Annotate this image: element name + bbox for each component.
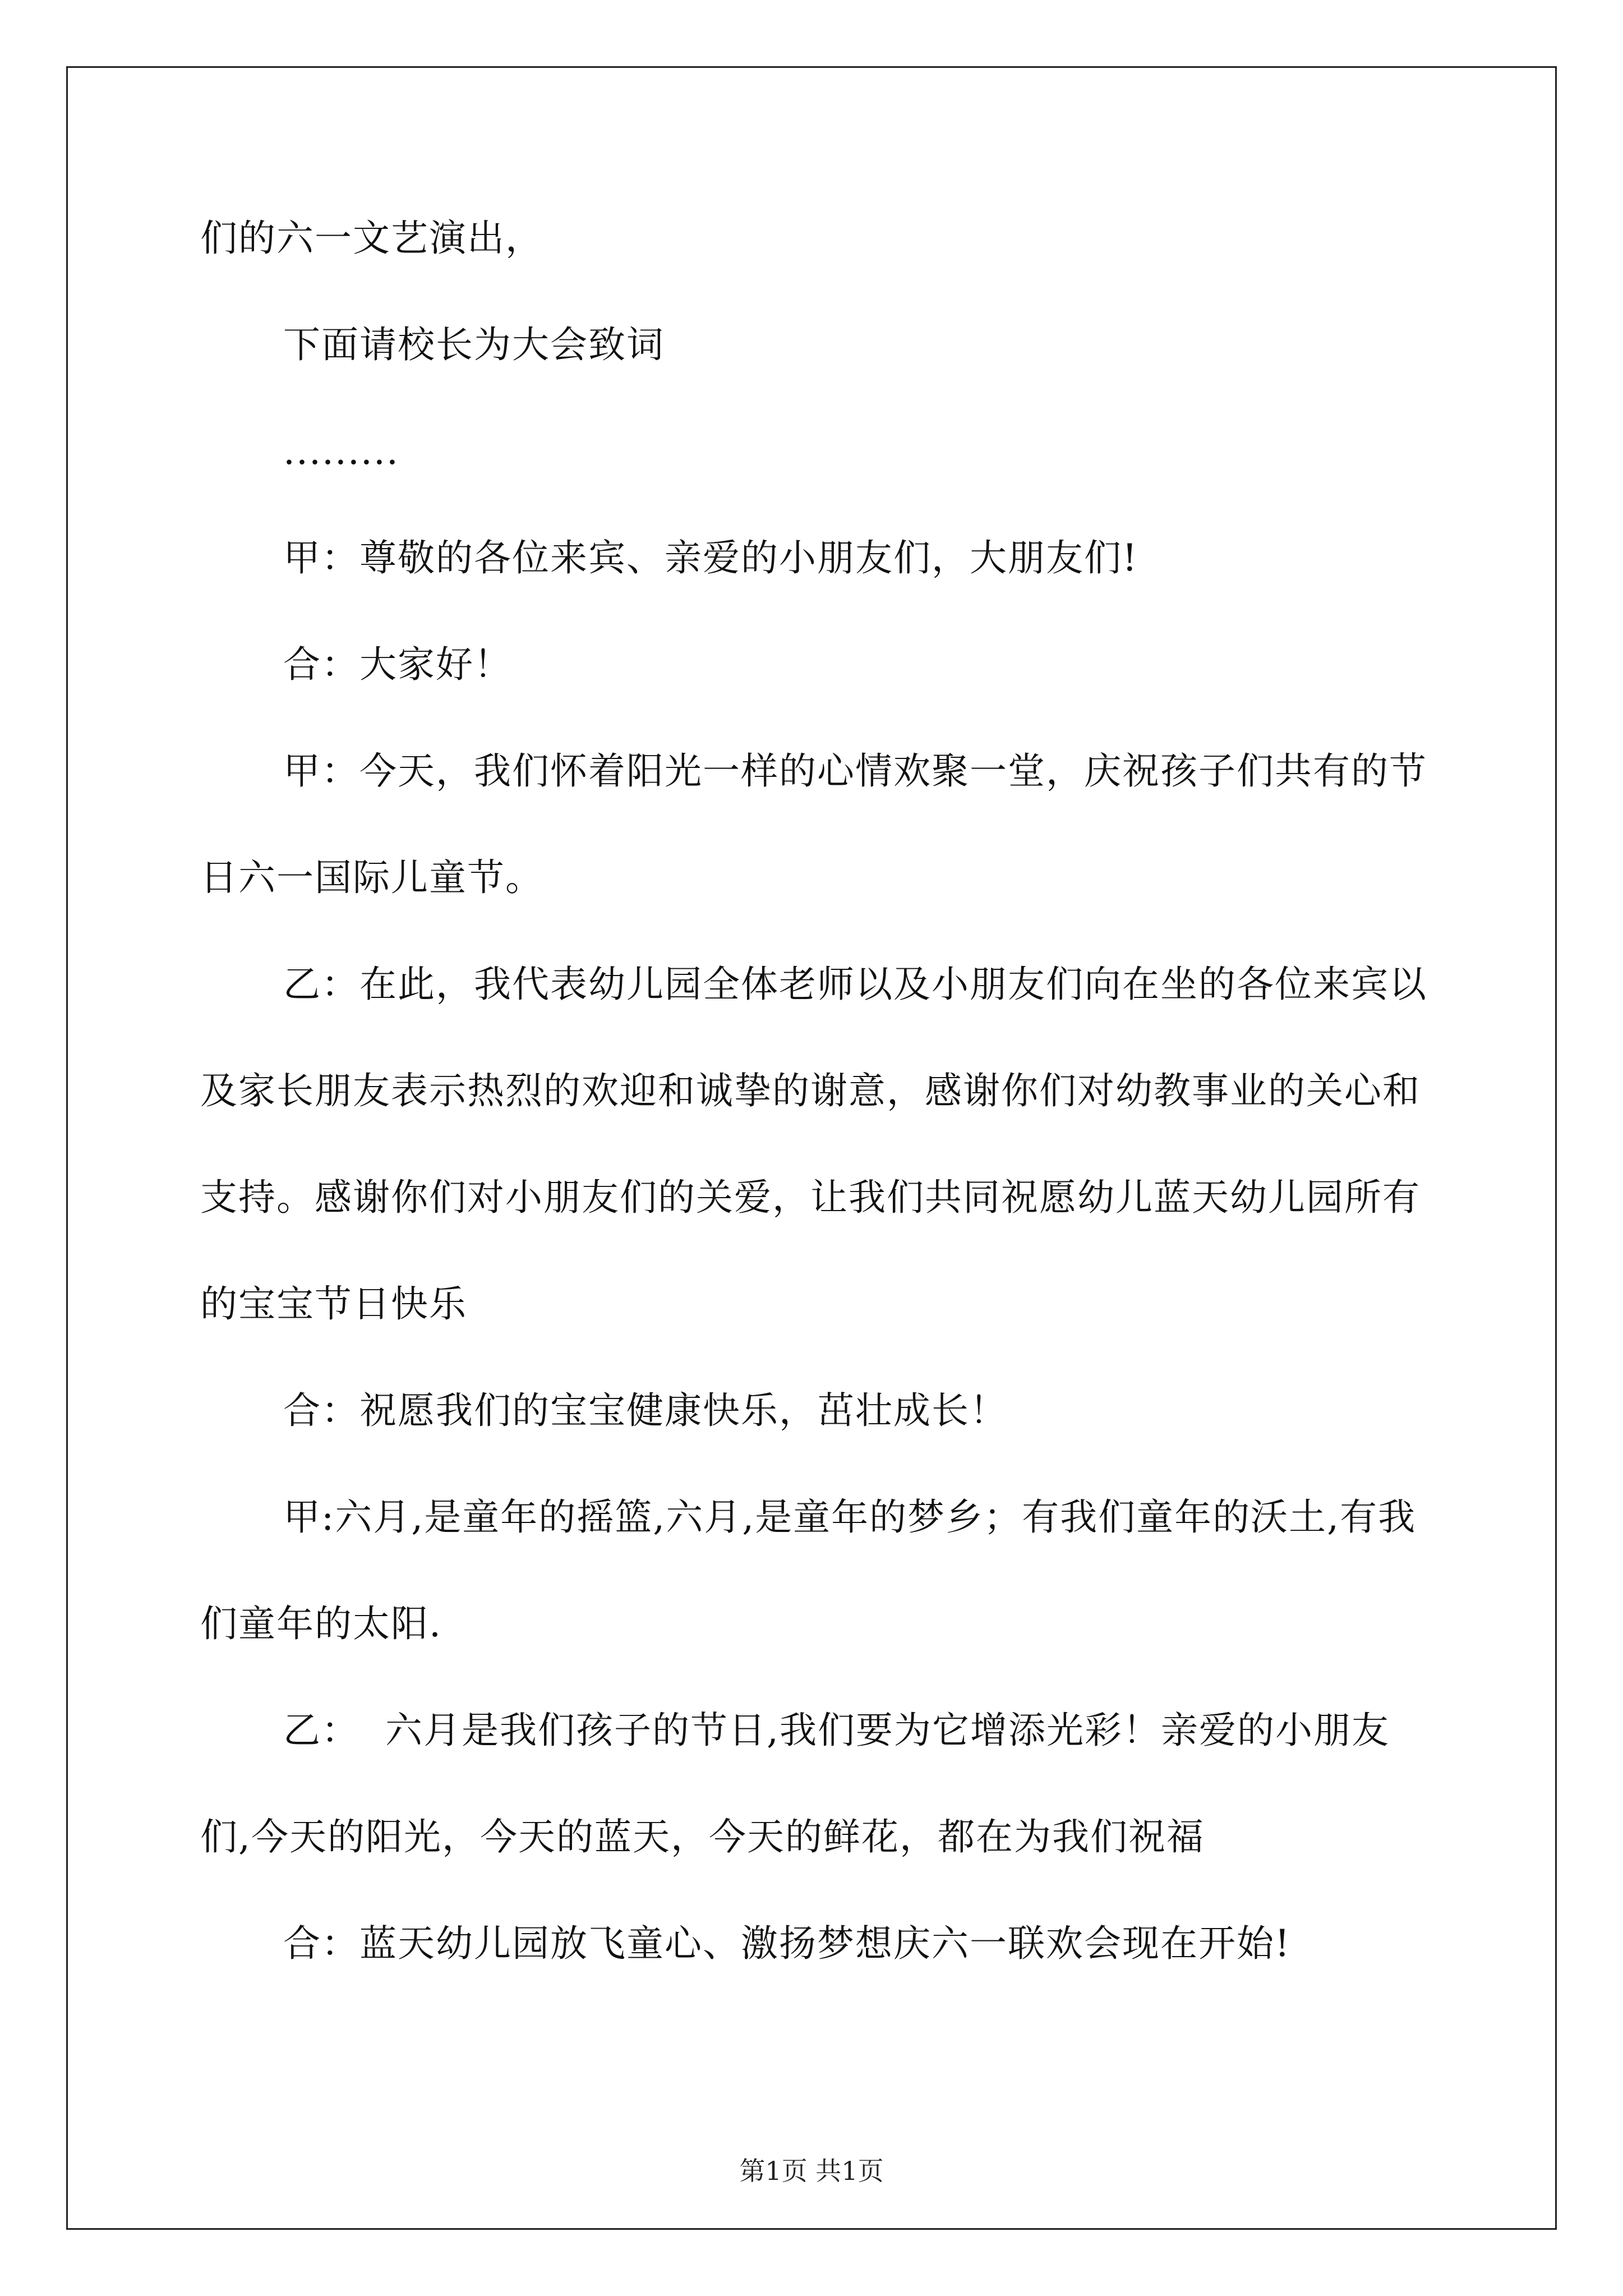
paragraph-3: ......... bbox=[283, 430, 399, 473]
paragraph-8: 合：祝愿我们的宝宝健康快乐，茁壮成长！ bbox=[283, 1389, 1008, 1432]
paragraph-9: 甲:六月,是童年的摇篮,六月,是童年的梦乡；有我们童年的沃土,有我们童年的太阳. bbox=[200, 1496, 1417, 1645]
document-body bbox=[200, 185, 1428, 1997]
paragraph-10: 乙： 六月是我们孩子的节日,我们要为它增添光彩！亲爱的小朋友们,今天的阳光，今天的蓝天，今天的鲜花，都在为我们祝福 bbox=[200, 1709, 1390, 1858]
paragraph-1: 们的六一文艺演出， bbox=[200, 217, 543, 260]
paragraph-11: 合：蓝天幼儿园放飞童心、激扬梦想庆六一联欢会现在开始! bbox=[283, 1922, 1291, 1965]
paragraph-5: 合：大家好！ bbox=[283, 643, 512, 686]
page-number-footer: 第1页 共1页 bbox=[739, 2156, 884, 2186]
paragraph-7: 乙：在此，我代表幼儿园全体老师以及小朋友们向在坐的各位来宾以及家长朋友表示热烈的欢迎和诚挚的谢意，感谢你们对幼教事业的关心和支持。感谢你们对小朋友们的关爱，让我们共同祝愿幼儿蓝天幼儿园所有的宝宝节日快乐 bbox=[200, 963, 1427, 1326]
paragraph-2: 下面请校长为大会致词 bbox=[283, 323, 665, 366]
paragraph-6: 甲：今天，我们怀着阳光一样的心情欢聚一堂，庆祝孩子们共有的节日六一国际儿童节。 bbox=[200, 749, 1427, 899]
paragraph-4: 甲：尊敬的各位来宾、亲爱的小朋友们，大朋友们! bbox=[283, 536, 1138, 579]
